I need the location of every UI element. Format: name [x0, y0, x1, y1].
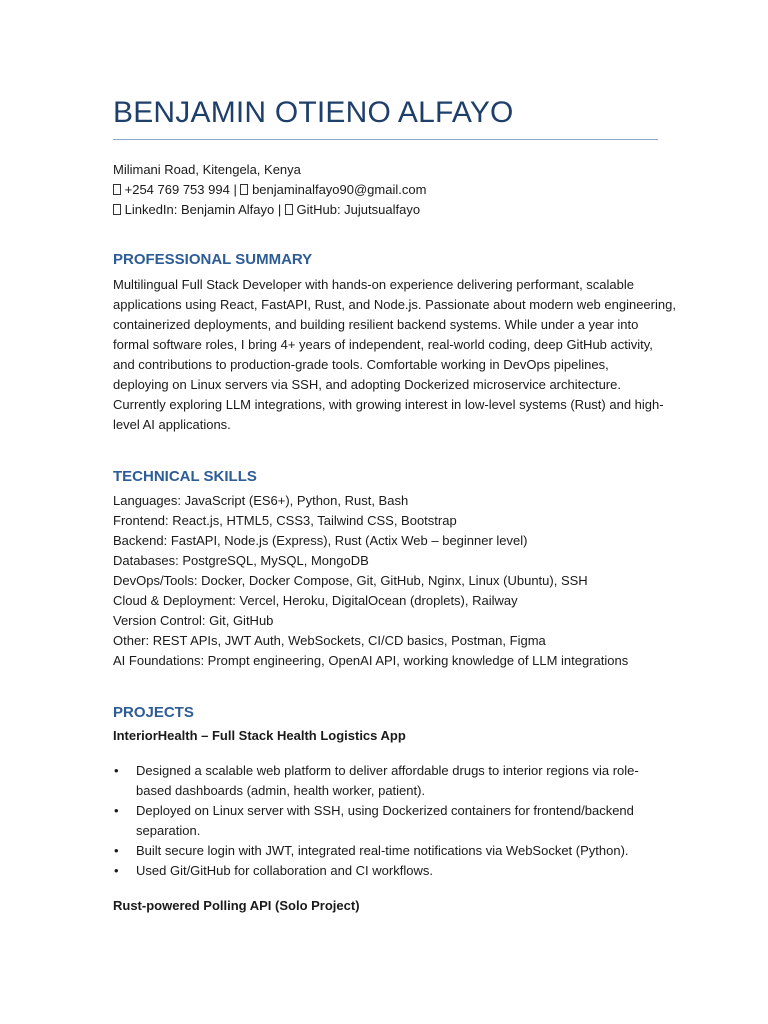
phone: +254 769 753 994: [124, 182, 230, 197]
bullet-line: based dashboards (admin, health worker, patient).: [136, 783, 426, 798]
list-item: [113, 861, 658, 881]
skills-heading: TECHNICAL SKILLS: [113, 468, 257, 485]
summary-line: and contributions to production-grade tools. Comfortable working in DevOps pipelines,: [113, 357, 609, 372]
bullet-line: Designed a scalable web platform to deliver affordable drugs to interior regions via role-: [136, 763, 639, 778]
summary-text: [113, 275, 676, 435]
summary-line: Multilingual Full Stack Developer with hands-on experience delivering performant, scalable: [113, 277, 634, 292]
linkedin[interactable]: LinkedIn: Benjamin Alfayo: [124, 202, 275, 217]
summary-line: deploying on Linux servers via SSH, and adopting Dockerized microservice architecture.: [113, 377, 621, 392]
bullet-line: Used Git/GitHub for collaboration and CI workflows.: [136, 863, 433, 878]
list-item: [113, 841, 658, 861]
github-icon: [285, 204, 293, 215]
phone-email-line: [113, 180, 426, 200]
separator: |: [277, 202, 282, 217]
project-title: Rust-powered Polling API (Solo Project): [113, 898, 360, 913]
summary-line: formal software roles, I bring 4+ years of independent, real-world coding, deep GitHub activity,: [113, 337, 653, 352]
skill-item: AI Foundations: Prompt engineering, OpenAI API, working knowledge of LLM integrations: [113, 653, 629, 668]
candidate-name: BENJAMIN OTIENO ALFAYO: [113, 96, 514, 129]
summary-line: applications using React, FastAPI, Rust, and Node.js. Passionate about modern web engineering,: [113, 297, 676, 312]
summary-heading: PROFESSIONAL SUMMARY: [113, 251, 313, 268]
skill-item: Languages: JavaScript (ES6+), Python, Rust, Bash: [113, 493, 409, 508]
skill-item: Databases: PostgreSQL, MySQL, MongoDB: [113, 553, 369, 568]
email[interactable]: benjaminalfayo90@gmail.com: [252, 182, 427, 197]
bullet-line: separation.: [136, 823, 201, 838]
project-title: InteriorHealth – Full Stack Health Logistics App: [113, 728, 406, 743]
skill-item: Cloud & Deployment: Vercel, Heroku, DigitalOcean (droplets), Railway: [113, 593, 518, 608]
header-divider: [113, 139, 658, 140]
address: Milimani Road, Kitengela, Kenya: [113, 162, 301, 177]
phone-icon: [113, 184, 121, 195]
linkedin-icon: [113, 204, 121, 215]
skill-item: Backend: FastAPI, Node.js (Express), Rust (Actix Web – beginner level): [113, 533, 528, 548]
project-bullets: [113, 761, 658, 881]
skills-list: [113, 491, 658, 671]
skill-item: Version Control: Git, GitHub: [113, 613, 274, 628]
bullet-glyph: •: [114, 863, 119, 878]
separator: |: [233, 182, 237, 197]
skill-item: Frontend: React.js, HTML5, CSS3, Tailwind CSS, Bootstrap: [113, 513, 457, 528]
bullet-glyph: •: [114, 763, 119, 778]
summary-line: containerized deployments, and building resilient backend systems. While under a year into: [113, 317, 639, 332]
summary-line: level AI applications.: [113, 417, 231, 432]
github[interactable]: GitHub: Jujutsualfayo: [296, 202, 421, 217]
social-line: [113, 200, 426, 220]
list-item: [113, 761, 658, 801]
bullet-line: Deployed on Linux server with SSH, using Dockerized containers for frontend/backend: [136, 803, 634, 818]
skill-item: DevOps/Tools: Docker, Docker Compose, Git, GitHub, Nginx, Linux (Ubuntu), SSH: [113, 573, 588, 588]
summary-line: Currently exploring LLM integrations, with growing interest in low-level systems (Rust) and high-: [113, 397, 664, 412]
skill-item: Other: REST APIs, JWT Auth, WebSockets, CI/CD basics, Postman, Figma: [113, 633, 546, 648]
contact-block: [113, 160, 426, 220]
bullet-glyph: •: [114, 843, 119, 858]
bullet-glyph: •: [114, 803, 119, 818]
bullet-line: Built secure login with JWT, integrated real-time notifications via WebSocket (Python).: [136, 843, 629, 858]
email-icon: [240, 184, 248, 195]
projects-heading: PROJECTS: [113, 704, 194, 721]
list-item: [113, 801, 658, 841]
